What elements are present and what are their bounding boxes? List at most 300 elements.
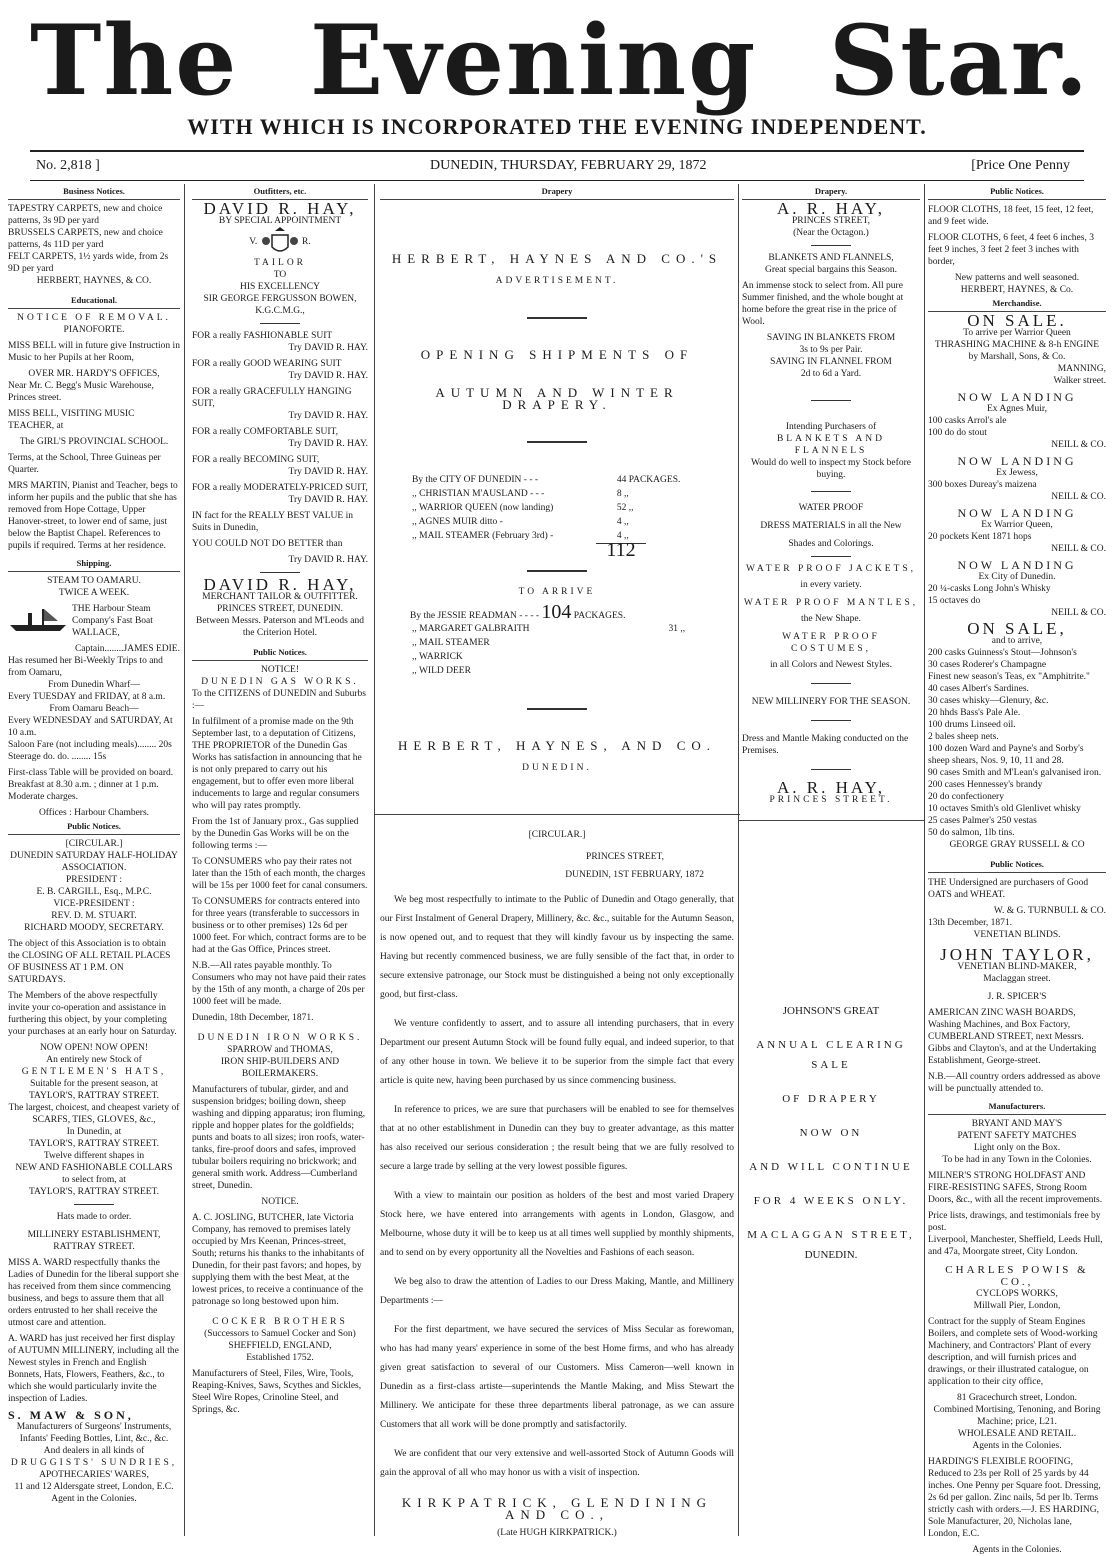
column-5 <box>928 184 1106 1555</box>
paragraph: We beg also to draw the attention of Ladies to our Dress Making, Mantle, and Millinery Departments :— <box>380 1277 734 1306</box>
ad-text: N.B.—All country orders addressed as above will be punctually attended to. <box>928 1072 1101 1094</box>
ad-headline: NOW LANDING <box>957 506 1077 520</box>
ad-text: From the 1st of January prox., Gas supplied by the Dunedin Gas Works will be on the following terms :— <box>192 817 359 851</box>
ad-line: MERCHANT TAILOR & OUTFITTER. <box>202 592 358 602</box>
landing-ad <box>928 391 1106 451</box>
table-cell: By the CITY OF DUNEDIN - - - <box>412 475 539 485</box>
list-item: Finest new season's Teas, ex "Amphitrite." <box>928 672 1090 682</box>
table-row <box>410 636 710 650</box>
ad-text: MISS BELL will in future give Instruction in Music to her Pupils at her Room, <box>8 341 180 363</box>
ad-line: NEW MILLINERY FOR THE SEASON. <box>751 697 911 707</box>
ad-text: MRS MARTIN, Pianist and Teacher, begs to inform her pupils and the public that she has removed from Hope Cottage, Upper Hanover-street, to lower end of same, just below the Baptist Chapel. References to pupils if required. Terms at her residence. <box>8 481 178 551</box>
section-heading: Educational. <box>8 293 180 309</box>
ad-line: HERBERT, HAYNES, & Co. <box>960 285 1074 295</box>
paragraph: In reference to prices, we are sure that purchasers will be enabled to see for themselves that at no other establishment in Dunedin can they buy to greater advantage, as this matter has also received our serious consideration ; the result being that we are fully resolved to secure a large trade by selling at the very lowest possible figures. <box>380 1105 734 1172</box>
ad-line: GENTLEMEN'S HATS, <box>21 1067 167 1077</box>
ad-line: 20 pockets Kent 1871 hops <box>928 532 1032 542</box>
ad-line: SHEFFIELD, ENGLAND, <box>228 1341 332 1351</box>
ad-line: to select from, at <box>62 1175 126 1185</box>
royal-arms <box>192 227 368 257</box>
ad-text: To CONSUMERS for contracts entered into for three years (transferable to successors in business or to other premises) 12s 6d per 1000 feet. For which, contract forms are to be had at the Gas Office, Princes street. <box>192 897 367 955</box>
ad-line: CYCLOPS WORKS, <box>976 1289 1058 1299</box>
ad-text: N.B.—All rates payable monthly. To Consumers who may not have paid their rates by the 15th of any month, a charge of 20s per 1000 feet will be made. <box>192 961 366 1007</box>
ad-line: DRESS MATERIALS in all the New <box>760 521 902 531</box>
section-heading: Manufacturers. <box>928 1099 1106 1115</box>
ad-text: A. C. JOSLING, BUTCHER, late Victoria Company, has removed to premises lately occupied by Mrs Keenan, Princes-street, South; returns his thanks to the inhabitants of Dunedin, for their past favors; and hopes, by supplying them with the best Meat, at the lowest prices, to receive a continuance of the patronage so long bestowed upon him. <box>192 1213 365 1307</box>
ad-headline: OF DRAPERY <box>782 1093 880 1105</box>
ad-text: Contract for the supply of Steam Engines Boilers, and complete sets of Wood-working Machinery, and Contractors' Plant of every description, and will furnish prices and drawings, or their illustrated catalogue, on application to their city office, <box>928 1317 1098 1387</box>
ad-text: To CONSUMERS who pay their rates not later than the 15th of each month, the charges will be 15s per 1000 feet for canal consumers. <box>192 857 368 891</box>
ad-text: A. WARD has just received her first display of AUTUMN MILLINERY, including all the Newest styles in French and English Bonnets, Hats, Flowers, Feathers, &c., to which she would particularly invite the inspection of Ladies. <box>8 1334 179 1404</box>
ad-line: Maclaggan street. <box>983 974 1051 984</box>
list-item: 30 cases whisky—Glenury, &c. <box>928 696 1049 706</box>
ad-line: VENETIAN BLIND-MAKER, <box>957 962 1077 972</box>
column-3 <box>380 184 734 1536</box>
carpets-ad <box>8 203 180 287</box>
ad-line: Light only on the Box. <box>973 1143 1061 1153</box>
suit-ad <box>192 386 368 422</box>
list-item: 200 casks Guinness's Stout—Johnson's <box>928 648 1077 658</box>
ad-line: SIR GEORGE FERGUSSON BOWEN, K.G.C.M.G., <box>203 294 357 316</box>
ad-line: And dealers in all kinds of <box>43 1446 145 1456</box>
section-heading: Drapery <box>380 184 734 200</box>
ad-line: FOR a really COMFORTABLE SUIT, <box>192 427 339 437</box>
ad-headline: NOW ON <box>799 1127 863 1139</box>
ad-line: From Dunedin Wharf— <box>48 680 140 690</box>
ad-headline: MACLAGGAN STREET, <box>747 1229 915 1241</box>
ad-line: WHOLESALE AND RETAIL. <box>957 1429 1077 1439</box>
ad-line: WATER PROOF JACKETS, <box>745 564 917 574</box>
ad-text: Dress and Mantle Making conducted on the Premises. <box>742 734 909 756</box>
ad-line: THE Harbour Steam Company's Fast Boat WALLACE, <box>72 604 153 638</box>
column-rule <box>374 184 375 1536</box>
ad-line: 300 boxes Dureay's maizena <box>928 480 1037 490</box>
ad-headline: NOW OPEN! NOW OPEN! <box>39 1043 149 1053</box>
ad-line: 15 octaves do <box>928 596 981 606</box>
ad-line: Steerage do. do. ........ 15s <box>8 752 107 762</box>
ad-line: In Dunedin, at <box>66 1127 122 1137</box>
table-row <box>410 622 710 636</box>
ad-line: Manufacturers of Surgeons' Instruments, Infants' Feeding Bottles, Lint, &c., &c. <box>16 1422 172 1444</box>
ad-headline: NOTICE OF REMOVAL. <box>17 313 171 323</box>
ad-text: Manufacturers of tubular, girder, and and suspension bridges; boiling down, sheep washing and dipping apparatus; iron fluming, ripple and hopper plates for the goldfields; punts and boats to all sizes; iron roofs, water-tanks, fire-proof doors and safes, improved tubular boilers requiring no brickwork; and general smith work. Address—Cumberland street, Dunedin. <box>192 1085 366 1191</box>
ad-line: TAILOR <box>253 258 307 268</box>
ad-line: Ex Jewess, <box>996 468 1038 478</box>
ad-line: PRINCES STREET, <box>586 852 664 862</box>
ad-line: 100 casks Arrol's ale <box>928 416 1007 426</box>
ad-line: PACKAGES. <box>573 611 626 621</box>
ad-line: the New Shape. <box>801 614 861 624</box>
ad-headline: TO ARRIVE <box>518 587 596 597</box>
ad-text: IN fact for the REALLY BEST VALUE in Suits in Dunedin, <box>192 511 353 533</box>
ad-line: Hats made to order. <box>56 1212 132 1222</box>
ad-line: BY SPECIAL APPOINTMENT <box>218 216 342 226</box>
ad-line: Twelve different shapes in <box>43 1151 145 1161</box>
ad-line: OVER MR. HARDY'S OFFICES, <box>28 369 160 379</box>
ad-headline: A. R. HAY, <box>777 778 885 797</box>
ad-headline: NOW LANDING <box>957 390 1077 404</box>
ad-line: 11 and 12 Aldersgate street, London, E.C. <box>14 1482 174 1492</box>
ad-line: Every TUESDAY and FRIDAY, at 8 a.m. <box>8 692 166 702</box>
ad-line: DRUGGISTS' SUNDRIES, <box>10 1458 178 1468</box>
section-heading: Public Notices. <box>928 184 1106 200</box>
ad-line: 3s to 9s per Pair. <box>799 345 863 355</box>
ad-headline: DUNEDIN IRON WORKS. <box>197 1033 363 1043</box>
table-row <box>410 650 710 664</box>
ad-headline: MILLINERY ESTABLISHMENT, <box>27 1230 161 1240</box>
ad-line: IRON SHIP-BUILDERS AND BOILERMAKERS. <box>220 1057 340 1079</box>
table-cell: ,, WARRICK <box>412 652 463 662</box>
ad-headline: JOHNSON'S GREAT <box>782 1005 880 1017</box>
ad-line: FOR a really GRACEFULLY HANGING SUIT, <box>192 387 352 409</box>
table-cell: 52 ,, <box>616 503 634 513</box>
ad-line: DUNEDIN. <box>522 763 592 773</box>
ad-line: The GIRL'S PROVINCIAL SCHOOL. <box>19 437 169 447</box>
package-count: 104 <box>541 601 572 623</box>
table-cell: 4 ,, <box>616 517 629 527</box>
suit-ad <box>192 358 368 382</box>
arrival-main <box>410 601 734 623</box>
ad-headline: ON SALE. <box>967 311 1067 330</box>
ad-line: Try DAVID R. HAY. <box>288 411 368 421</box>
suit-ad <box>192 330 368 354</box>
ad-text: YOU COULD NOT DO BETTER than <box>192 539 343 549</box>
table-cell: ,, WILD DEER <box>412 666 471 676</box>
table-cell: ,, AGNES MUIR ditto - <box>412 517 503 527</box>
masthead-subtitle: WITH WHICH IS INCORPORATED THE EVENING INDEPENDENT. <box>187 114 927 139</box>
ad-line: NEW AND FASHIONABLE COLLARS <box>15 1163 173 1173</box>
ad-line: FOR a really FASHIONABLE SUIT <box>192 331 333 341</box>
ad-line: Offices : Harbour Chambers. <box>38 808 150 818</box>
ad-headline: VENETIAN BLINDS. <box>973 930 1061 940</box>
ad-line: WATER PROOF MANTLES, <box>743 598 919 608</box>
ad-line: Between Messrs. Paterson and M'Leods and the Criterion Hotel. <box>196 616 364 638</box>
ad-line: Would do well to inspect my Stock before buying. <box>751 458 911 480</box>
ad-line: (Successors to Samuel Cocker and Son) <box>204 1329 356 1339</box>
ad-line: APOTHECARIES' WARES, <box>39 1470 149 1480</box>
column-rule <box>738 184 739 1536</box>
ad-line: Saloon Fare (not including meals)........ 20s <box>8 740 172 750</box>
ad-line: TO <box>273 270 287 280</box>
ad-line: RICHARD MOODY, SECRETARY. <box>24 923 164 933</box>
table-row <box>410 501 710 515</box>
ad-headline: TWICE A WEEK. <box>58 588 130 598</box>
ad-line: Intending Purchasers of <box>785 422 877 432</box>
ad-signature: HERBERT, HAYNES, & CO. <box>36 276 152 286</box>
suit-ad <box>192 454 368 478</box>
table-cell: 44 PACKAGES. <box>616 475 681 485</box>
ad-line: DUNEDIN, 1ST FEBRUARY, 1872 <box>565 870 704 880</box>
ad-line: in all Colors and Newest Styles. <box>770 660 892 670</box>
ad-line: Liverpool, Manchester, Sheffield, Leeds Hull, and 47a, Moorgate street, City London. <box>928 1235 1103 1257</box>
ad-line: RATTRAY STREET. <box>53 1242 135 1252</box>
ad-line: Every WEDNESDAY and SATURDAY, At 10 a.m. <box>8 716 173 738</box>
table-cell: 8 ,, <box>616 489 629 499</box>
column-rule <box>924 184 925 1536</box>
ad-line: Agents in the Colonies. <box>972 1545 1062 1555</box>
table-row <box>410 515 710 529</box>
ad-signature: NEILL & CO. <box>1051 492 1106 502</box>
ad-headline: HERBERT, HAYNES AND CO.'S <box>391 251 723 266</box>
list-item: 90 cases Smith and M'Lean's galvanised iron. <box>928 768 1102 778</box>
ad-headline: PIANOFORTE. <box>63 325 125 335</box>
title-word-star: Star. <box>828 4 1090 117</box>
newspaper-title <box>30 6 1090 116</box>
ad-line: Walker street. <box>1053 376 1106 386</box>
ad-line: 81 Gracechurch street, London. <box>956 1393 1078 1403</box>
ad-line: HIS EXCELLENCY <box>240 282 320 292</box>
table-cell: ,, MAIL STEAMER (February 3rd) - <box>412 531 554 541</box>
ad-line: TAYLOR'S, RATTRAY STREET. <box>28 1091 160 1101</box>
ad-line: The largest, choicest, and cheapest variety of <box>8 1103 180 1113</box>
ad-line: Established 1752. <box>246 1353 314 1363</box>
ad-line: Try DAVID R. HAY. <box>288 467 368 477</box>
ad-text: MILNER'S STRONG HOLDFAST AND FIRE-RESISTING SAFES, Strong Room Doors, &c., with all the recent improvements. <box>928 1171 1103 1205</box>
ad-headline: OPENING SHIPMENTS OF <box>420 347 694 362</box>
ad-line: BRUSSELS CARPETS, new and choice patterns, 4s 11D per yard <box>8 228 163 250</box>
ad-line: FOR a really GOOD WEARING SUIT <box>192 359 342 369</box>
ad-line: SAVING IN FLANNEL FROM <box>770 357 892 367</box>
table-cell: ,, MAIL STEAMER <box>412 638 490 648</box>
ad-headline: NOTICE! <box>261 665 299 675</box>
ad-line: THRASHING MACHINE & 8-h ENGINE <box>934 340 1100 350</box>
ad-line: To the CITIZENS of DUNEDIN and Suburbs :— <box>192 689 367 711</box>
table-row <box>410 664 710 678</box>
ad-headline: NOW LANDING <box>957 454 1077 468</box>
ad-text: THE Undersigned are purchasers of Good OATS and WHEAT. <box>928 878 1089 900</box>
ad-line: Combined Mortising, Tenoning, and Boring Machine; price, L21. <box>933 1405 1101 1427</box>
ad-text: An immense stock to select from. All pure Summer finished, and the whole bought at home before the great rise in the price of Wool. <box>742 281 904 327</box>
column-4 <box>742 184 920 1536</box>
ad-headline: AND WILL CONTINUE <box>749 1161 913 1173</box>
ad-line: Near Mr. C. Begg's Music Warehouse, Princes street. <box>8 381 154 403</box>
suit-ad <box>192 426 368 450</box>
ad-line: Dunedin, 18th December, 1871. <box>192 1013 314 1023</box>
list-item: 200 cases Hennessey's brandy <box>928 780 1043 790</box>
landing-ad <box>928 455 1106 503</box>
ad-headline: S. MAW & SON, <box>8 1408 134 1422</box>
ad-line: Try DAVID R. HAY. <box>288 555 368 565</box>
ad-text <box>8 603 180 639</box>
list-item: 20 hhds Bass's Pale Ale. <box>928 708 1021 718</box>
ad-line: DUNEDIN. <box>804 1249 858 1261</box>
ad-headline: ANNUAL CLEARING SALE <box>756 1039 906 1071</box>
ad-line: Shades and Colorings. <box>788 539 874 549</box>
paragraph: With a view to maintain our position as holders of the best and most varied Drapery Stock here, we have entered into arrangements with agents in London, Glasgow, and Melbourne, whose duty it will be to keep us at all times well supplied by monthly shipments, and to send on by every opportunity all the Novelties and Fashions of each season. <box>380 1191 734 1258</box>
ad-line: Has resumed her Bi-Weekly Trips to and from Oamaru, <box>8 656 163 678</box>
ad-headline: KIRKPATRICK, GLENDINING AND CO., <box>401 1495 713 1522</box>
ad-headline: J. R. SPICER'S <box>987 992 1047 1002</box>
section-heading: Public Notices. <box>8 819 180 835</box>
table-row <box>410 529 710 543</box>
circular-text <box>380 891 734 1483</box>
ad-headline: A. R. HAY, <box>777 199 885 218</box>
ad-line: E. B. CARGILL, Esq., M.P.C. <box>36 887 152 897</box>
ad-line: TAYLOR'S, RATTRAY STREET. <box>28 1139 160 1149</box>
column-rule <box>184 184 185 1536</box>
ad-line: TAYLOR'S, RATTRAY STREET. <box>28 1187 160 1197</box>
goods-list <box>928 647 1106 839</box>
ad-line: Great special bargains this Season. <box>765 265 897 275</box>
table-cell: 31 ,, <box>668 624 686 634</box>
list-item: 40 cases Albert's Sardines. <box>928 684 1029 694</box>
ad-text: First-class Table will be provided on board. Breakfast at 8.30 a.m. ; dinner at 1 p.m. Moderate charges. <box>8 768 174 802</box>
ad-headline: DUNEDIN GAS WORKS. <box>201 677 359 687</box>
ad-line: WATER PROOF COSTUMES, <box>782 632 880 654</box>
table-cell: ,, WARRIOR QUEEN (now landing) <box>412 503 554 513</box>
table-row <box>410 487 710 501</box>
ad-line: BLANKETS AND FLANNELS <box>776 434 886 456</box>
ad-headline: COCKER BROTHERS <box>212 1317 348 1327</box>
ad-headline: NOW LANDING <box>957 558 1077 572</box>
ad-line: TAPESTRY CARPETS, new and choice patterns, 3s 9D per yard <box>8 204 163 226</box>
ad-headline: BRYANT AND MAY'S <box>971 1119 1063 1129</box>
landing-ad <box>928 559 1106 619</box>
ad-line: 13th December, 1871. <box>928 918 1013 928</box>
ad-headline: BLANKETS AND FLANNELS, <box>768 253 894 263</box>
ad-headline: AUTUMN AND WINTER DRAPERY. <box>435 385 679 412</box>
ad-line: Price lists, drawings, and testimonials free by post. <box>928 1211 1101 1233</box>
ad-line: SAVING IN BLANKETS FROM <box>766 333 896 343</box>
ad-line: PRESIDENT : <box>65 875 123 885</box>
package-total: 112 <box>596 543 646 556</box>
ad-line: 20 ¼-casks Long John's Whisky <box>928 584 1051 594</box>
ad-text: MISS BELL, VISITING MUSIC TEACHER, at <box>8 409 135 431</box>
table-cell: ,, CHRISTIAN M'AUSLAND - - - <box>412 489 545 499</box>
ad-line: Ex City of Dunedin. <box>978 572 1056 582</box>
ad-signature: W. & G. TURNBULL & CO. <box>993 906 1106 916</box>
shipments-table <box>410 473 710 543</box>
ad-line: To be had in any Town in the Colonies. <box>942 1155 1092 1165</box>
ad-text: AMERICAN ZINC WASH BOARDS, Washing Machines, and Box Factory, CUMBERLAND STREET, next Messrs. Gibbs and Clayton's, and at the Undertaking Establishment, George-street. <box>928 1008 1097 1066</box>
list-item: 2 bales sheep nets. <box>928 732 999 742</box>
ad-text: FLOOR CLOTHS, 6 feet, 4 feet 6 inches, 3 feet 9 inches, 3 feet 2 feet 3 inches with border, <box>928 233 1094 267</box>
ad-headline: DUNEDIN SATURDAY HALF-HOLIDAY ASSOCIATION. <box>10 851 178 873</box>
ad-headline: STEAM TO OAMARU. <box>47 576 141 586</box>
ad-line: PRINCES STREET, <box>792 216 870 226</box>
ad-line: V. <box>249 237 258 248</box>
ad-line: MANNING, <box>1057 364 1106 374</box>
place-date: DUNEDIN, THURSDAY, FEBRUARY 29, 1872 <box>430 158 707 173</box>
paragraph: We beg most respectfully to intimate to the Public of Dunedin and Otago generally, that our First Instalment of General Drapery, Millinery, &c. &c., suitable for the Autumn Season, is now opened out, and to request that they will kindly favour us by inspecting the same. Having but recently commenced business, we are fully sensible of the fact that, in order to secure extensive patronage, our Stock must be distinguished a being not only exceptionally good, but first-class. <box>380 895 734 1000</box>
table-cell: 4 ,, <box>616 531 629 541</box>
ad-text: In fulfilment of a promise made on the 9th September last, to a deputation of Citizens, THE PROPRIETOR of the Dunedin Gas Works has satisfaction in announcing that he is not only prepared to carry out his engagement, but to offer even more liberal inducements to large and regular consumers who will pay rates promptly. <box>192 717 362 811</box>
ad-signature: NEILL & CO. <box>1051 440 1106 450</box>
section-heading: Shipping. <box>8 556 180 572</box>
ad-signature: GEORGE GRAY RUSSELL & CO <box>949 840 1085 850</box>
suit-ad <box>192 482 368 506</box>
list-item: 30 cases Roderer's Champagne <box>928 660 1047 670</box>
ad-text: The Members of the above respectfully invite your co-operation and assistance in furthering this object, by your completing your purchases at an early hour on Saturday. <box>8 991 177 1037</box>
price: [Price One Penny <box>971 158 1070 173</box>
ad-line: By the JESSIE READMAN - - - - <box>410 611 540 621</box>
column-2 <box>192 184 368 1536</box>
ad-line: Try DAVID R. HAY. <box>288 371 368 381</box>
list-item: 10 octaves Smith's old Glenlivet whisky <box>928 804 1081 814</box>
ad-line: R. <box>302 237 311 248</box>
ad-line: Agent in the Colonies. <box>51 1494 137 1504</box>
title-word-evening: Evening <box>310 4 758 117</box>
issue-number: No. 2,818 ] <box>36 158 100 173</box>
ad-line: PRINCES STREET. <box>769 795 893 805</box>
ad-line: Ex Warrior Queen, <box>981 520 1053 530</box>
ad-line: REV. D. M. STUART. <box>51 911 137 921</box>
list-item: 50 do salmon, 1lb tins. <box>928 828 1015 838</box>
ad-line: Try DAVID R. HAY. <box>288 495 368 505</box>
ad-line: FELT CARPETS, 1½ yards wide, from 2s 9D per yard <box>8 252 169 274</box>
paragraph: For the first department, we have secured the services of Miss Secular as forewoman, who has had many years' experience in some of the best Home firms, and who has already given great satisfaction to several of our Customers. Miss Cameron—well known in Dunedin as a first-class artiste—superintends the Mantle Making, and Miss Stewart the Millinery. We anticipate for these three departments liberal patronage, as we can assure Customers that all work will be done promptly and satisfactorily. <box>380 1325 734 1430</box>
list-item: 100 drums Linseed oil. <box>928 720 1016 730</box>
ad-headline: HERBERT, HAYNES, AND CO. <box>397 738 716 753</box>
ad-line: and to arrive, <box>991 636 1043 646</box>
ad-headline: JOHN TAYLOR, <box>940 945 1094 964</box>
ad-line: VICE-PRESIDENT : <box>53 899 135 909</box>
ad-line: 2d to 6d a Yard. <box>800 369 862 379</box>
ad-line: SCARFS, TIES, GLOVES, &c., <box>32 1115 156 1125</box>
list-item: 20 do confectionery <box>928 792 1004 802</box>
ad-text: FLOOR CLOTHS, 18 feet, 15 feet, 12 feet, and 9 feet wide. <box>928 205 1094 227</box>
ad-line: in every variety. <box>800 580 862 590</box>
ad-line: (Late HUGH KIRKPATRICK.) <box>497 1528 617 1538</box>
ad-text: The object of this Association is to obtain the CLOSING OF ALL RETAIL PLACES OF BUSINESS AT 1 P.M. ON SATURDAYS. <box>8 939 171 985</box>
ad-line: An entirely new Stock of <box>46 1055 142 1065</box>
section-heading: Business Notices. <box>8 184 180 200</box>
ad-line: [CIRCULAR.] <box>528 830 586 840</box>
ad-line: New patterns and well seasoned. <box>954 273 1080 283</box>
ad-headline: NOTICE. <box>261 1197 299 1207</box>
ad-line: PRINCES STREET, DUNEDIN. <box>217 604 343 614</box>
ad-line: by Marshall, Sons, & Co. <box>968 352 1066 362</box>
ad-headline: FOR 4 WEEKS ONLY. <box>753 1195 909 1207</box>
ad-text: Terms, at the School, Three Guineas per Quarter. <box>8 453 161 475</box>
ad-text: HARDING'S FLEXIBLE ROOFING, Reduced to 23s per Roll of 25 yards by 44 inches. One Penny per Square foot. Dressing, 2s 6d per gallon. Zinc nails, 5d per lb. Terms strictly cash with orders.—J. ES HARDING, Sole Manufacturer, 20, Nicholas lane, London, E.C. <box>928 1457 1101 1539</box>
table-cell: ,, MARGARET GALBRAITH <box>412 624 530 634</box>
ad-line: Try DAVID R. HAY. <box>288 343 368 353</box>
ad-line: Captain........JAMES EDIE. <box>74 644 180 654</box>
section-heading: Outfitters, etc. <box>192 184 368 200</box>
list-item: 25 cases Palmer's 250 vestas <box>928 816 1037 826</box>
ad-signature: NEILL & CO. <box>1051 608 1106 618</box>
ad-line: To arrive per Warrior Queen <box>963 328 1071 338</box>
ad-line: FOR a really BECOMING SUIT, <box>192 455 320 465</box>
paragraph: We venture confidently to assert, and to assure all intending purchasers, that in every Department our present Autumn Stock will be found fully equal, and indeed superior, to that of any other house in town. We believe it to be superior from the simple fact that every article is quite new, having been purchased by us since commencing business. <box>380 1019 734 1086</box>
column-1 <box>8 184 180 1536</box>
ad-line: SPARROW and THOMAS, <box>227 1045 333 1055</box>
ad-headline: DAVID R. HAY, <box>203 575 357 594</box>
section-heading: Merchandise. <box>928 296 1106 312</box>
ad-text: MISS A. WARD respectfully thanks the Ladies of Dunedin for the liberal support she has received from them since commencing business, and begs to assure them that all orders entrusted to her shall receive the utmost care and attention. <box>8 1258 179 1328</box>
section-heading: Public Notices. <box>192 645 368 661</box>
ad-line: [CIRCULAR.] <box>65 839 123 849</box>
ad-line: Try DAVID R. HAY. <box>288 439 368 449</box>
ad-line: Millwall Pier, London, <box>973 1301 1061 1311</box>
johnson-sale-ad <box>742 1001 920 1265</box>
ad-line: Agents in the Colonies. <box>972 1441 1062 1451</box>
ad-signature: NEILL & CO. <box>1051 544 1106 554</box>
title-word-the: The <box>30 4 239 117</box>
ad-line: From Oamaru Beach— <box>49 704 139 714</box>
ad-line: (Near the Octagon.) <box>793 228 869 238</box>
ad-line: FOR a really MODERATELY-PRICED SUIT, <box>192 483 368 493</box>
ad-headline: ON SALE, <box>967 619 1067 638</box>
paragraph: We are confident that our very extensive and well-assorted Stock of Autumn Goods will gain the approval of all who may honor us with a visit of inspection. <box>380 1449 734 1478</box>
crest-icon <box>260 227 300 257</box>
ad-line: WATER PROOF <box>798 503 864 513</box>
ad-headline: DAVID R. HAY, <box>203 199 357 218</box>
ad-line: 100 do do stout <box>928 428 987 438</box>
section-heading: Drapery. <box>742 184 920 200</box>
steamship-icon <box>8 603 68 633</box>
